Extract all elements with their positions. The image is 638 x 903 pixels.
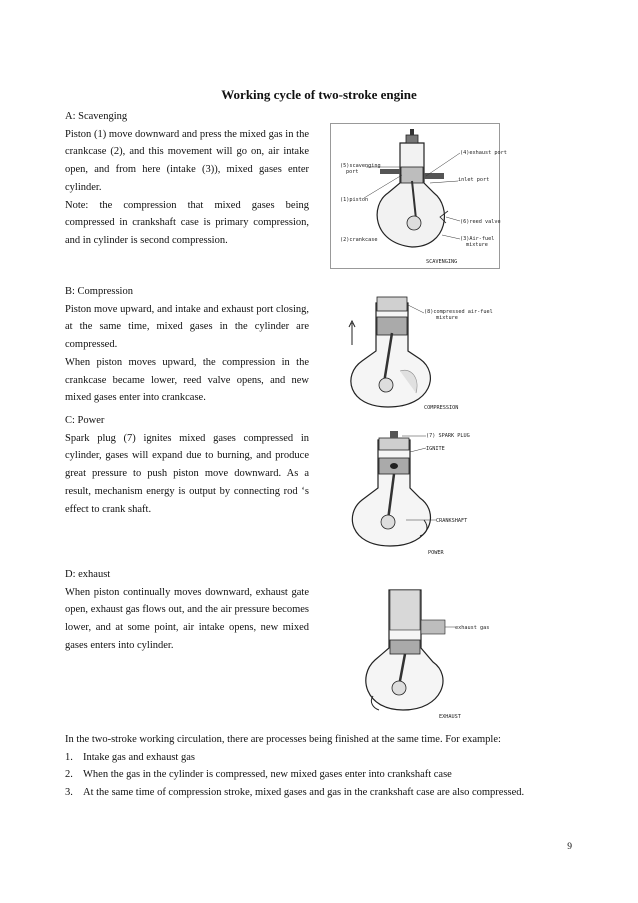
summary-list [65, 749, 575, 802]
section-heading: B: Compression [65, 286, 133, 297]
exhaust-diagram [355, 584, 515, 722]
section-scavenging [65, 108, 309, 250]
figure-label: exhaust gas [455, 625, 490, 631]
section-compression [65, 283, 309, 407]
figure-label: mixture [436, 315, 458, 321]
list-number: 2. [65, 769, 73, 780]
figure-scavenging [330, 123, 507, 269]
list-item [65, 766, 575, 784]
section-heading: D: exhaust [65, 569, 111, 580]
section-paragraph: Note: the compression that mixed gases being compressed in crankshaft case is primary compression, and in cylinder is second compression. [65, 199, 309, 246]
summary [65, 731, 575, 801]
section-heading: A: Scavenging [65, 111, 128, 122]
section-paragraph: Piston move upward, and intake and exhaust port closing, at the same time, mixed gases in the cylinder are compressed. [65, 303, 309, 351]
list-text: When the gas in the cylinder is compressed, new mixed gases enter into crankshaft case [83, 769, 452, 780]
figure-label: (6)reed valve [460, 219, 501, 225]
figure-caption: SCAVENGING [426, 259, 458, 265]
figure-label: (7) SPARK PLUG [426, 433, 470, 439]
list-item [65, 749, 575, 767]
figure-compression [340, 293, 520, 413]
page-number: 9 [567, 842, 572, 852]
figure-label: (2)crankcase [340, 237, 378, 243]
figure-caption: COMPRESSION [424, 405, 459, 411]
section-heading: C: Power [65, 415, 105, 426]
list-item [65, 784, 575, 802]
list-text: At the same time of compression stroke, mixed gases and gas in the crankshaft case are also compressed. [83, 786, 525, 798]
scavenging-diagram [330, 123, 507, 269]
figure-caption: POWER [428, 550, 444, 556]
figure-label: CRANKSHAFT [436, 518, 468, 524]
section-exhaust [65, 566, 309, 655]
figure-caption: EXHAUST [439, 714, 461, 720]
figure-exhaust [355, 584, 515, 722]
figure-label: (3)Air-fuel [460, 236, 495, 242]
page-title: Working cycle of two-stroke engine [221, 87, 417, 102]
section-power [65, 412, 309, 518]
figure-label: mixture [466, 242, 488, 248]
figure-label: port [346, 169, 359, 175]
figure-label: (8)compressed air-fuel [424, 309, 493, 315]
list-number: 1. [65, 751, 73, 763]
section-paragraph: When piston continually moves downward, exhaust gate open, exhaust gas flows out, and the air pressure becomes lower, and at some point, air intake opens, new mixed gases enters into cylinder. [65, 586, 309, 651]
section-paragraph: Spark plug (7) ignites mixed gases compressed in cylinder, gases will expand due to burning, and produce great pressure to push piston move downward. As a result, mechanism energy is output by connecting rod ‘s effect to crank shaft. [65, 432, 309, 515]
figure-label: inlet port [458, 177, 490, 183]
list-text: Intake gas and exhaust gas [83, 751, 195, 763]
power-diagram [340, 428, 520, 558]
section-paragraph: Piston (1) move downward and press the mixed gas in the crankcase (2), and this movement will go on, air intake open, and from here (intake (3)), mixed gases enter cylinder. [65, 128, 309, 193]
summary-intro: In the two-stroke working circulation, there are processes being finished at the same time. For example: [65, 734, 501, 745]
figure-label: (4)exhaust port [460, 150, 507, 156]
compression-diagram [340, 293, 520, 413]
figure-label: IGNITE [426, 446, 445, 452]
list-number: 3. [65, 786, 73, 798]
section-paragraph: When piston moves upward, the compression in the crankcase became lower, reed valve opens, and new mixed gases enter into crankcase. [65, 356, 309, 404]
figure-power [340, 428, 520, 558]
figure-label: (1)piston [340, 197, 369, 203]
figure-label: (5)scavenging [340, 163, 381, 169]
